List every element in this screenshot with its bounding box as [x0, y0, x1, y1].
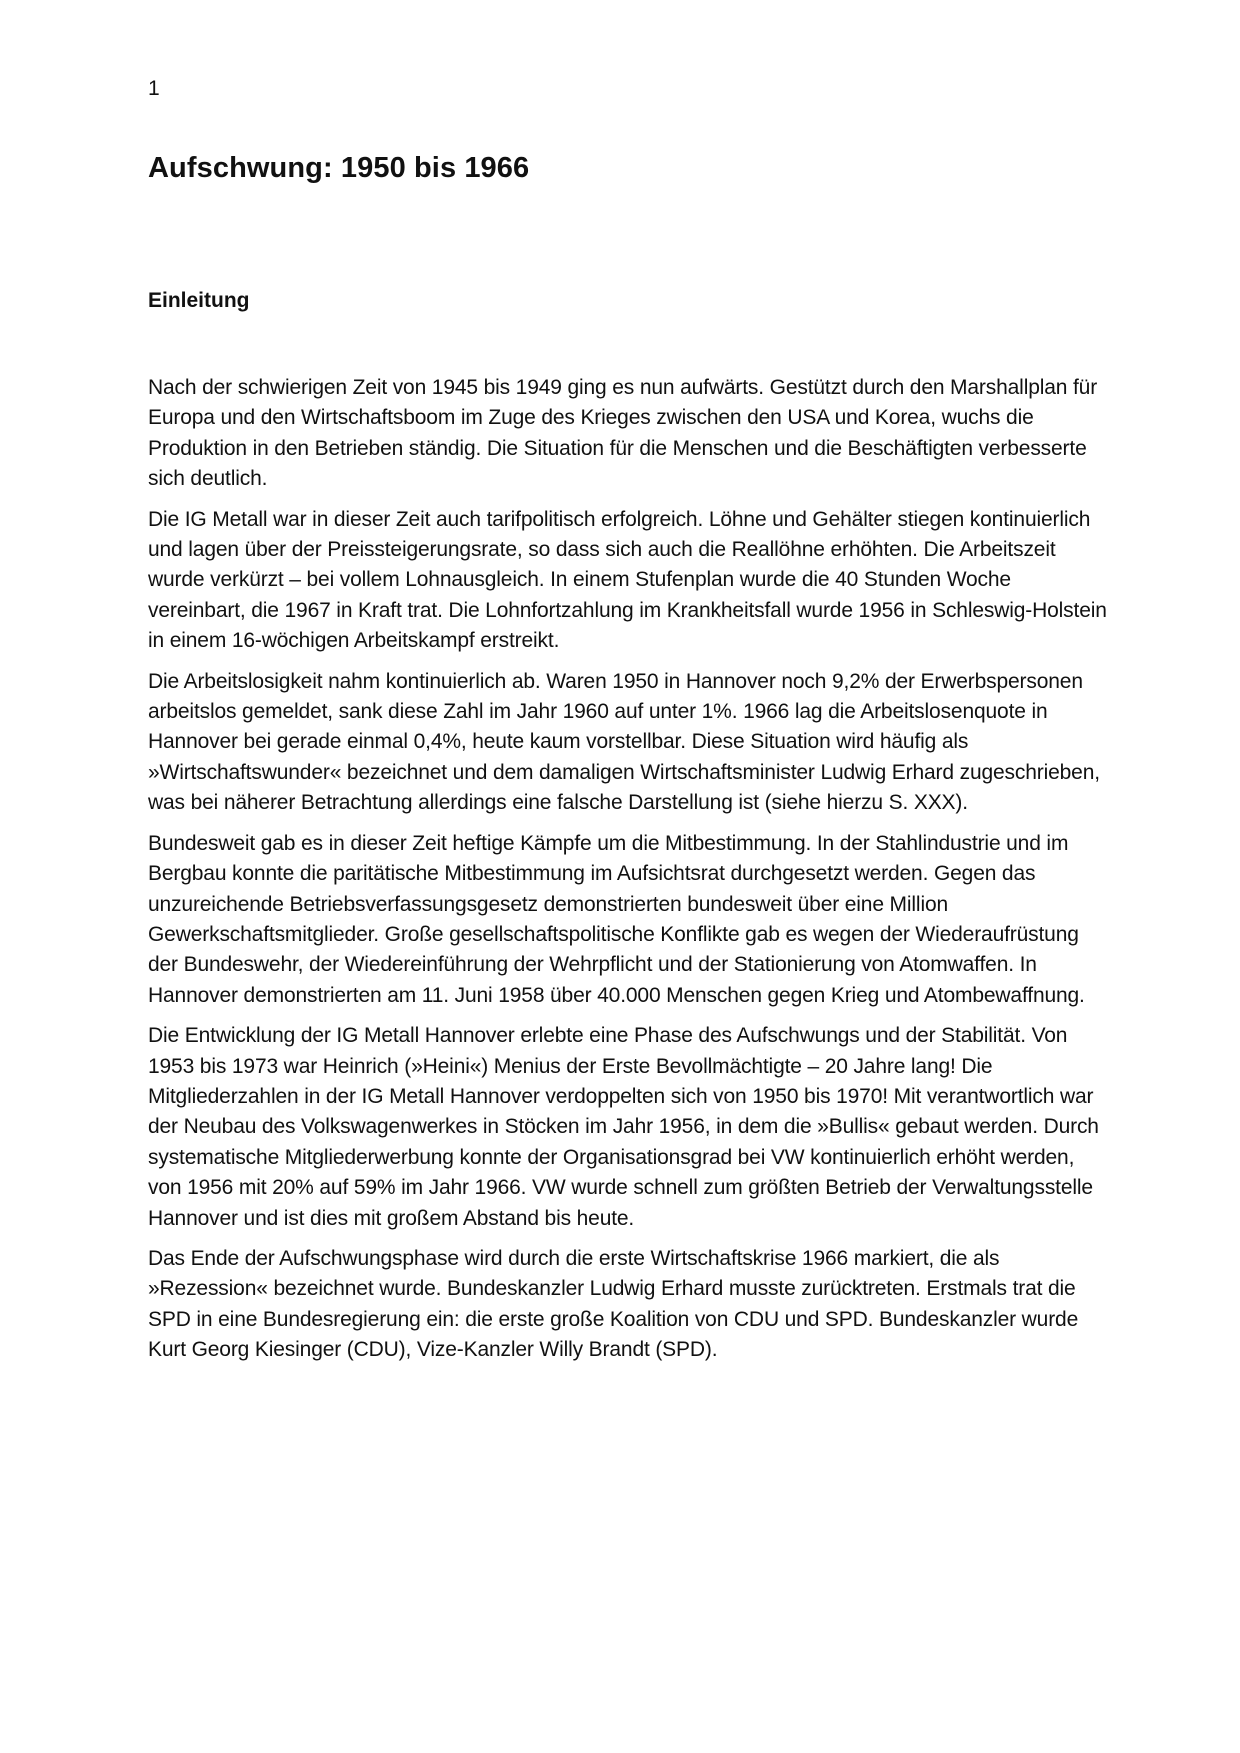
paragraph: Die Arbeitslosigkeit nahm kontinuierlich ab. Waren 1950 in Hannover noch 9,2% der Erwerbspersonen arbeitslos gemeldet, sank diese Zahl im Jahr 1960 auf unter 1%. 1966 lag die Arbeitslosenquote in Hannover bei gerade einmal 0,4%, heute kaum vorstellbar. Diese Situation wird häufig als »Wirtschaftswunder« bezeichnet und dem damaligen Wirtschaftsminister Ludwig Erhard zugeschrieben, was bei näherer Betrachtung allerdings eine falsche Darstellung ist (siehe hierzu S. XXX).: [148, 669, 1100, 815]
page-title: Aufschwung: 1950 bis 1966: [148, 152, 530, 184]
paragraph: Bundesweit gab es in dieser Zeit heftige Kämpfe um die Mitbestimmung. In der Stahlindustrie und im Bergbau konnte die paritätische Mitbestimmung im Aufsichtsrat durchgesetzt werden. Gegen das unzureichende Betriebsverfassungsgesetz demonstrierten bundesweit über eine Million Gewerkschaftsmitglieder. Große gesellschaftspolitische Konflikte gab es wegen der Wiederaufrüstung der Bundeswehr, der Wiedereinführung der Wehrpflicht und der Stationierung von Atomwaffen. In Hannover demonstrierten am 11. Juni 1958 über 40.000 Menschen gegen Krieg und Atombewaffnung.: [148, 831, 1085, 1007]
paragraph: Die IG Metall war in dieser Zeit auch tarifpolitisch erfolgreich. Löhne und Gehälter stiegen kontinuierlich und lagen über der Preissteigerungsrate, so dass sich auch die Reallöhne erhöhten. Die Arbeitszeit wurde verkürzt – bei vollem Lohnausgleich. In einem Stufenplan wurde die 40 Stunden Woche vereinbart, die 1967 in Kraft trat. Die Lohnfortzahlung im Krankheitsfall wurde 1956 in Schleswig-Holstein in einem 16-wöchigen Arbeitskampf erstreikt.: [148, 507, 1107, 653]
paragraph: Das Ende der Aufschwungsphase wird durch die erste Wirtschaftskrise 1966 markiert, die als »Rezession« bezeichnet wurde. Bundeskanzler Ludwig Erhard musste zurücktreten. Erstmals trat die SPD in eine Bundesregierung ein: die erste große Koalition von CDU und SPD. Bundeskanzler wurde Kurt Georg Kiesinger (CDU), Vize-Kanzler Willy Brandt (SPD).: [148, 1246, 1079, 1362]
paragraph: Die Entwicklung der IG Metall Hannover erlebte eine Phase des Aufschwungs und der Stabilität. Von 1953 bis 1973 war Heinrich (»Heini«) Menius der Erste Bevollmächtigte – 20 Jahre lang! Die Mitgliederzahlen in der IG Metall Hannover verdoppelten sich von 1950 bis 1970! Mit verantwortlich war der Neubau des Volkswagenwerkes in Stöcken im Jahr 1956, in dem die »Bullis« gebaut werden. Durch systematische Mitgliederwerbung konnte der Organisationsgrad bei VW kontinuierlich erhöht werden, von 1956 mit 20% auf 59% im Jahr 1966. VW wurde schnell zum größten Betrieb der Verwaltungsstelle Hannover und ist dies mit großem Abstand bis heute.: [148, 1024, 1099, 1230]
page-number: 1: [148, 77, 160, 100]
section-heading: Einleitung: [148, 289, 250, 312]
body-text: [148, 373, 1108, 1376]
paragraph: Nach der schwierigen Zeit von 1945 bis 1949 ging es nun aufwärts. Gestützt durch den Marshallplan für Europa und den Wirtschaftsboom im Zuge des Krieges zwischen den USA und Korea, wuchs die Produktion in den Betrieben ständig. Die Situation für die Menschen und die Beschäftigten verbesserte sich deutlich.: [148, 376, 1098, 491]
